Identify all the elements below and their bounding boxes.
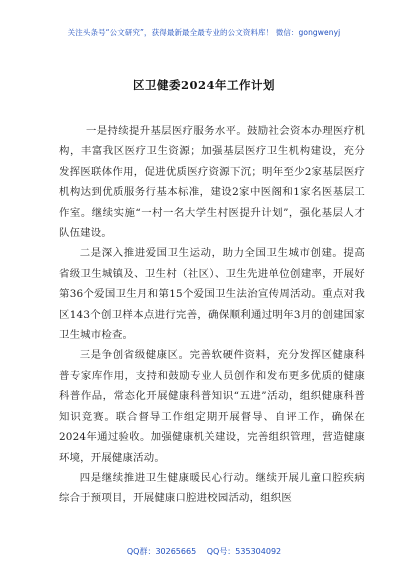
document-body: [59, 121, 365, 509]
footer-qq-group: QQ群：30265665: [126, 547, 197, 556]
paragraph-1: 一是持续提升基层医疗服务水平。鼓励社会资本办理医疗机构，丰富我区医疗卫生资源；加强基层医疗卫生机构建设，充分发挥医联体作用，促进优质医疗资源下沉；明年至少2家基层医疗机构达到优质服务行基本标准，建设2家中医阁和1家名医基层工作室。继续实施“一村一名大学生村医提升计划”，强化基层人才队伍建设。: [59, 125, 365, 240]
paragraph-4: 四是继续推进卫生健康暖民心行动。继续开展儿童口腔疾病综合于预项目，开展健康口腔进校园活动，组织医: [59, 471, 365, 505]
document-title: 区卫健委2024年工作计划: [132, 78, 275, 92]
footer-qq-number: QQ号：535304092: [206, 547, 282, 556]
paragraph-3: 三是争创省级健康区。完善软硬件资料，充分发挥区健康科普专家库作用，支持和鼓励专业人员创作和发布更多优质的健康科普作品，常态化开展健康科普知识“五进”活动，组织健康科普知识竞赛。联合督导工作组定期开展督导、自评工作，确保在2024年通过验收。加强健康机关建设，完善组织管理，营造健康环境，开展健康活动。: [59, 349, 365, 464]
paragraph-2: 二是深入推进爱国卫生运动，助力全国卫生城市创建。提高省级卫生城镇及、卫生村（社区）、卫生先进单位创建率，开展好第36个爱国卫生月和第15个爱国卫生法治宣传周活动。重点对我区143个创卫样本点进行完善，确保顺利通过明年3月的创建国家卫生城市检查。: [59, 247, 365, 342]
header-note: 关注头条号“公文研究”，获得最新最全最专业的公文资料库！ 微信：gongwenyj: [67, 28, 341, 37]
footer-contact: [0, 546, 408, 557]
